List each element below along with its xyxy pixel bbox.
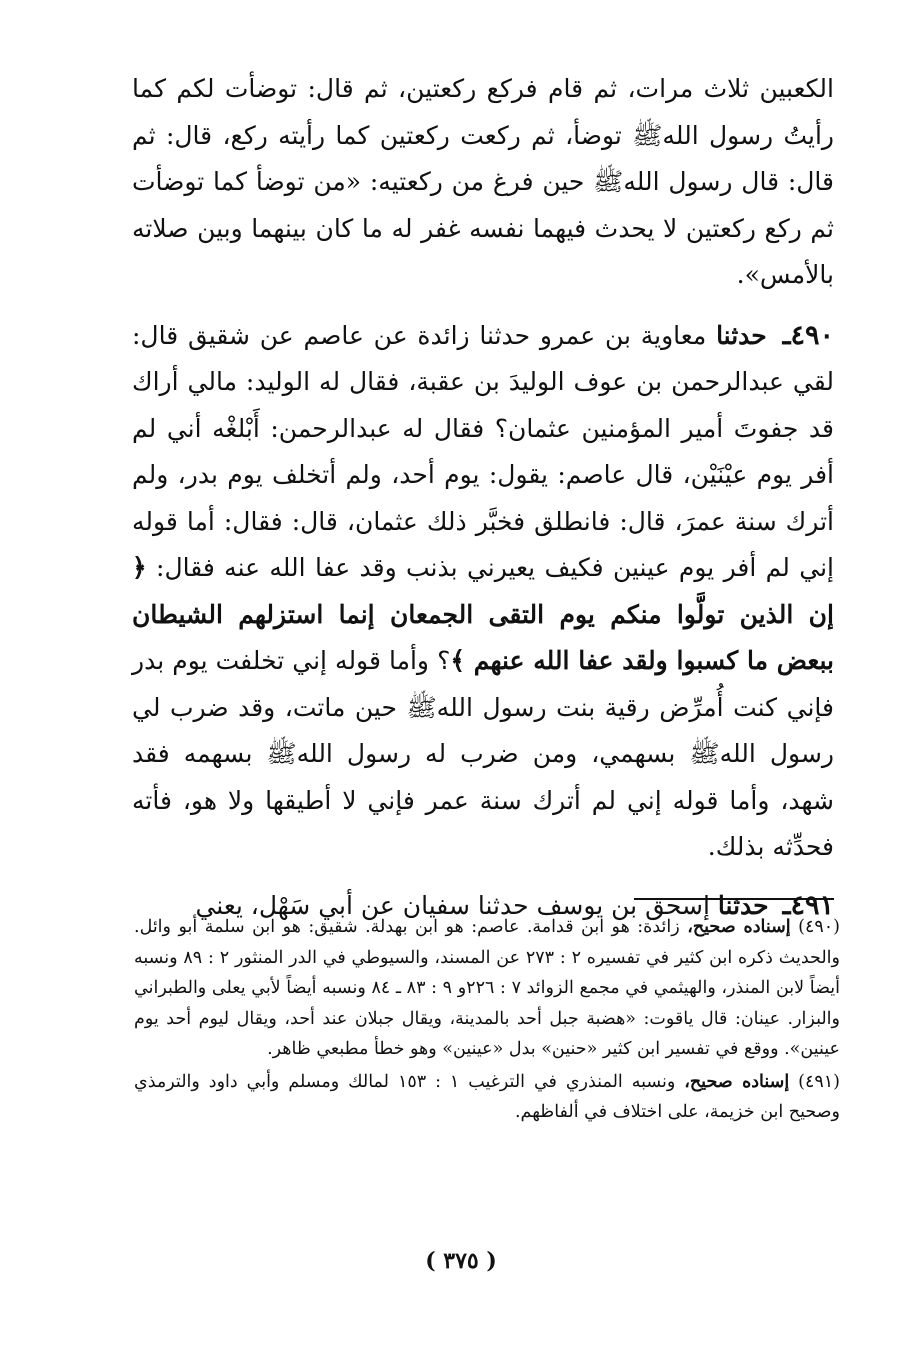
footnote-491-ref: (٤٩١) [798, 1071, 840, 1092]
main-text [132, 66, 834, 929]
hadith-491-lead: حدثنا [717, 890, 769, 920]
hadith-491-number: ٤٩١ـ [782, 889, 834, 921]
continuation-paragraph [132, 66, 834, 299]
main-text-block [132, 66, 834, 941]
hadith-490-text-1: معاوية بن عمرو حدثنا زائدة عن عاصم عن شقيق قال: لقي عبدالرحمن بن عوف الوليدَ بن عقبة، فقال له الوليد: مالي أراك قد جفوتَ أمير المؤمنين عثمان؟ فقال له عبدالرحمن: أَبْلغْه أني لم أفر يوم عيْنَيْن، قال عاصم: يقول: يوم أحد، ولم أتخلف يوم بدر، ولم أترك سنة عمرَ، قال: فانطلق فخبَّر ذلك عثمان، قال: فقال: أما قوله إني لم أفر يوم عينين فكيف يعيرني بذنب وقد عفا الله عنه فقال: [132, 320, 834, 582]
footnote-491-text: ونسبه المنذري في الترغيب ١ : ١٥٣ لمالك ومسلم وأبي داود والترمذي وصحيح ابن خزيمة، على اختلاف في ألفاظهم. [134, 1071, 840, 1122]
footnote-divider [634, 898, 834, 900]
continuation-text: الكعبين ثلاث مرات، ثم قام فركع ركعتين، ثم قال: توضأت لكم كما رأيتُ رسول اللهﷺ توضأ، ثم ركعت ركعتين كما رأيته ركع، قال: ثم قال: قال رسول اللهﷺ حين فرغ من ركعتيه: «من توضأ كما توضأت ثم ركع ركعتين لا يحدث فيهما نفسه غفر له ما كان بينهما وبين صلاته بالأمس». [132, 74, 834, 289]
hadith-490 [132, 313, 834, 871]
footnote-491 [134, 1067, 840, 1128]
hadith-490-text-2: ؟ وأما قوله إني تخلفت يوم بدر فإني كنت أُمرِّض رقية بنت رسول اللهﷺ حين ماتت، وقد ضرب لي رسول اللهﷺ بسهمي، ومن ضرب له رسول اللهﷺ بسهمه فقد شهد، وأما قوله إني لم أترك سنة عمر فإني لا أطيقها ولا هو، فأته فحدِّثه بذلك. [132, 646, 834, 861]
hadith-490-number: ٤٩٠ـ [782, 319, 835, 351]
footnote-490-ref: (٤٩٠) [798, 917, 840, 937]
footnote-490 [134, 912, 840, 1065]
footnote-491-lead: إسناده صحيح، [684, 1071, 790, 1092]
footnotes [134, 912, 840, 1130]
quran-verse: ﴿ إن الذين تولَّوا منكم يوم التقى الجمعان إنما استزلهم الشيطان ببعض ما كسبوا ولقد عفا الله عنهم ﴾ [132, 553, 834, 675]
hadith-490-lead: حدثنا [716, 320, 767, 350]
footnote-490-text: زائدة: هو ابن قدامة. عاصم: هو ابن بهدلة. شقيق: هو ابن سلمة أبو وائل. والحديث ذكره ابن كثير في تفسيره ٢ : ٢٧٣ عن المسند، والسيوطي في الدر المنثور ٢ : ٨٩ ونسبه أيضاً لابن المنذر، والهيثمي في مجمع الزوائد ٧ : ٢٢٦و ٩ : ٨٣ ـ ٨٤ ونسبه أيضاً لأبي يعلى والطبراني والبزار. عينان: قال ياقوت: «هضبة جبل أحد بالمدينة، ويقال جبلان عند أحد، ويقال ليوم أحد يوم عينين». ووقع في تفسير ابن كثير «حنين» بدل «عينين» وهو خطأ مطبعي ظاهر. [134, 917, 840, 1059]
footnote-490-lead: إسناده صحيح، [687, 917, 791, 937]
hadith-491-text: إسحق بن يوسف حدثنا سفيان عن أبي سَهْل، يعني [195, 890, 710, 920]
page-number: ( ٣٧٥ ) [425, 1248, 497, 1274]
